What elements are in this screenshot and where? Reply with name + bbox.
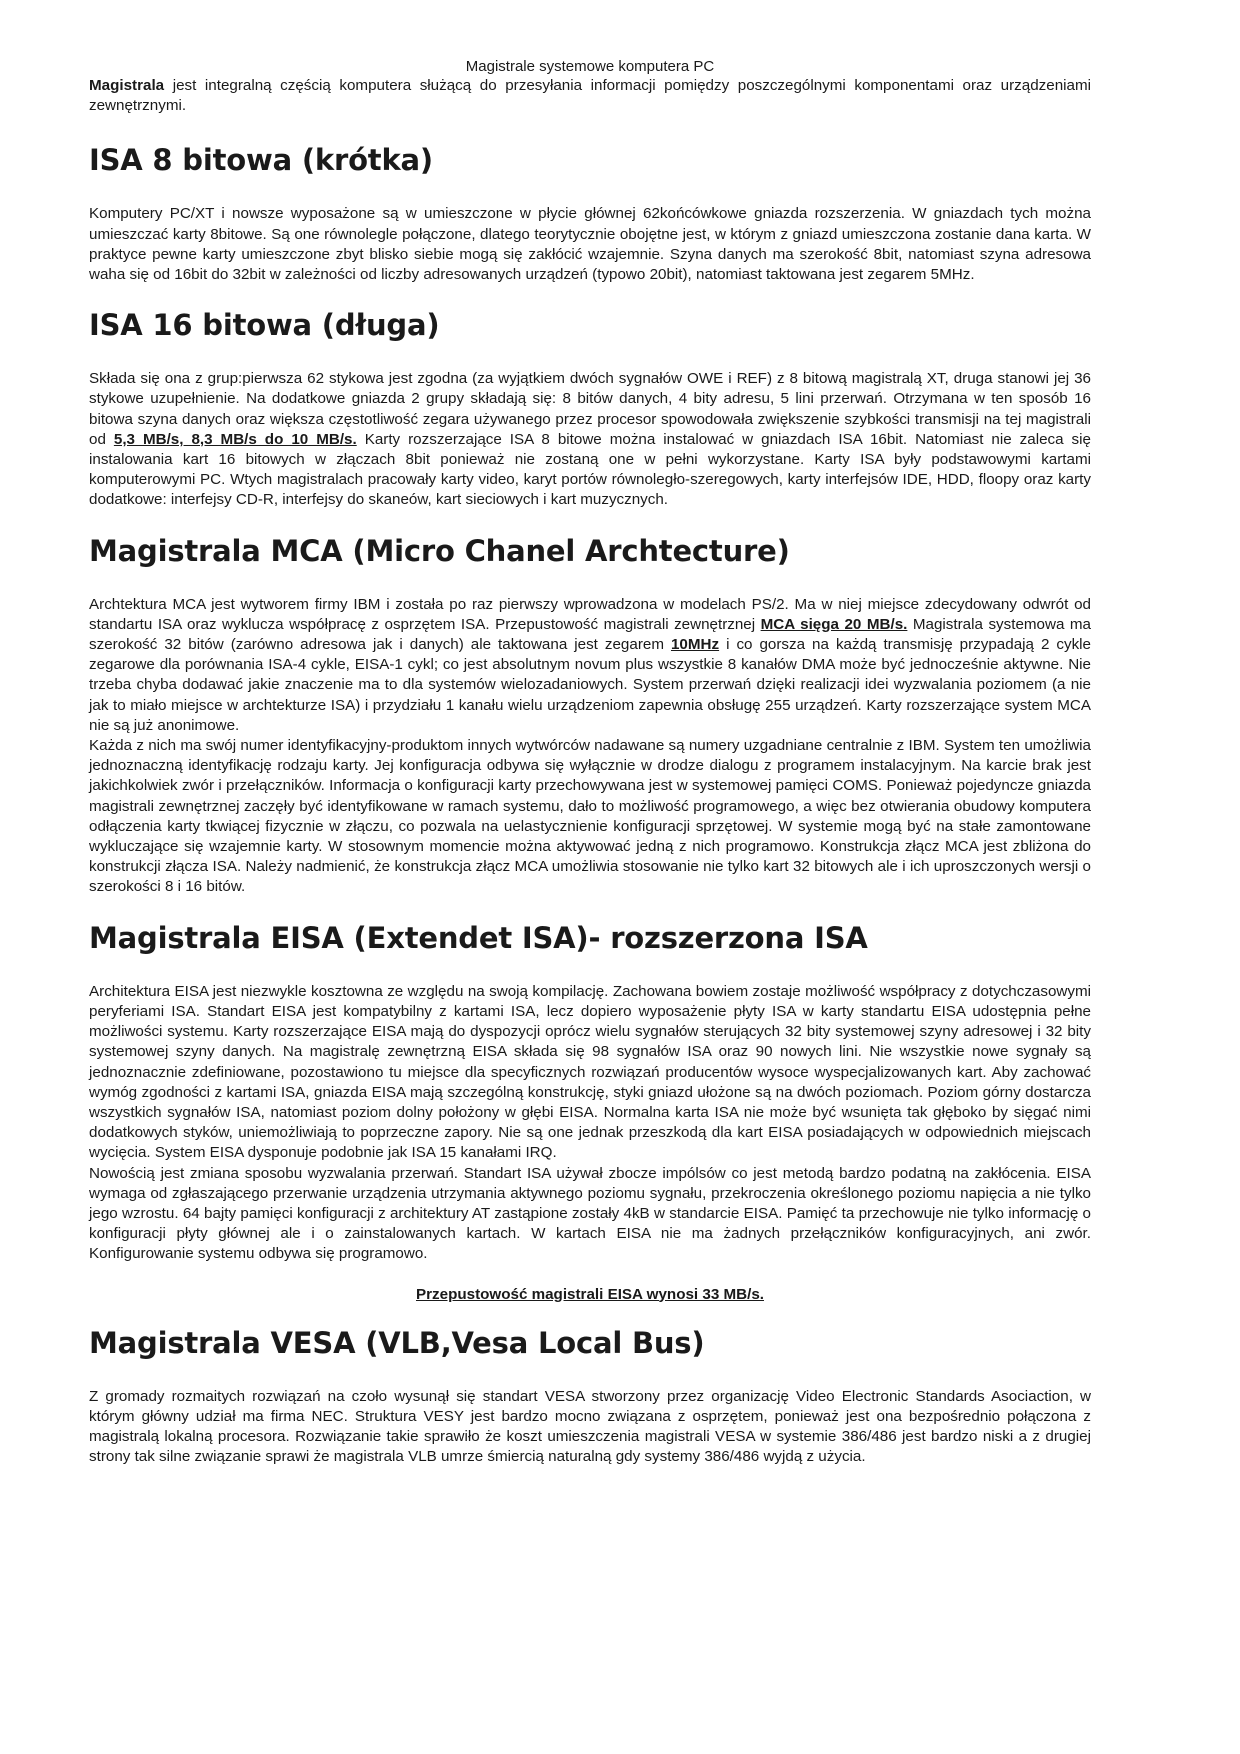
isa16-text-a: Składa się ona z grup:pierwsza 62 stykowa jest zgodna (za wyjątkiem dwóch sygnałów OWE i REF) z 8 bitową magistralą XT, druga stanowi jej 36 stykowe uzupełnienie. Na dodatkowe gniazda 2 grupy składają się: 8 bitów danych, 4 bity adresu, 5 lini przerwań. Otrzymana w ten sposób 16 bitowa szyna danych oraz większa częstotliwość zegara używanego przez procesor spowodowała zwiększenie szybkości transmisji na tej magistrali od [89,370,1091,448]
eisa-throughput-text: Przepustowość magistrali EISA wynosi 33 MB/s. [415,1285,764,1303]
intro-term: Magistrala [89,77,165,94]
eisa-paragraph-2: Nowością jest zmiana sposobu wyzwalania przerwań. Standart ISA używał zbocze impólsów co jest metodą bardzo podatną na zakłócenia. EISA wymaga od zgłaszającego przerwanie urządzenia utrzymania aktywnego poziomu sygnału, przekroczenia określonego poziomu napięcia a nie tylko jego wzrostu. 64 bajty pamięci konfiguracji z architektury AT zastąpione zostały 4kB w standarcie EISA. Pamięć ta przechowuje nie tylko informację o konfiguracji płyty głównej ale i o zainstalowanych kartach. W kartach EISA nie ma żadnych przełączników konfiguracyjnych, ani zwór. Konfigurowanie systemu odbywa się programowo. [89,1164,1091,1263]
isa8-paragraph: Komputery PC/XT i nowsze wyposażone są w umieszczone w płycie głównej 62końcówkowe gniazda rozszerzenia. W gniazdach tych można umieszczać karty 8bitowe. Są one równolegle połączone, dlatego teorytycznie obojętne jest, w którym z gniazd umieszczona zostanie dana karta. W praktyce pewne karty umieszczone zbyt blisko siebie mogą się zakłócić wzajemnie. Szyna danych ma szerokość 8bit, natomiast szyna adresowa waha się od 16bit do 32bit w zależności od liczby adresowanych urządzeń (typowo 20bit), natomiast taktowana jest zegarem 5MHz. [89,205,1091,284]
mca-paragraph-2: Każda z nich ma swój numer identyfikacyjny-produktom innych wytwórców nadawane są numery uzgadniane centralnie z IBM. System ten umożliwia jednoznaczną identyfikację rodzaju karty. Jej konfiguracja odbywa się wyłącznie w drodze dialogu z programem instalacyjnym. Na karcie brak jest jakichkolwiek zwór i przełączników. Informacja o konfiguracji karty przechowywana jest w systemowej pamięci COMS. Ponieważ pojedyncze gniazda magistrali zewnętrznej zaczęły być identyfikowane w ramach systemu, dało to możliwość programowego, a więc bez otwierania obudowy komputera odłączenia karty tkwiącej fizycznie w złączu, co pozwala na uelastycznienie konfiguracji sprzętowej. W systemie mogą być na stałe zamontowane wykluczające się wzajemnie karty. W stosownym momencie można aktywować jedną z nich programowo. Konstrukcja złącz MCA jest zbliżona do konstrukcji złącza ISA. Należy nadmienić, że konstrukcja złącz MCA umożliwia stosowanie nie tylko kart 32 bitowych ale i ich uproszczonych wersji o szerokości 8 i 16 bitów. [89,737,1091,896]
isa16-speed-highlight: 5,3 MB/s, 8,3 MB/s do 10 MB/s. [113,430,357,448]
mca-text-b: Magistrala systemowa ma szerokość 32 bitów (zarówno adresowa jak i danych) ale taktowana jest zegarem [89,615,1091,654]
vesa-paragraph: Z gromady rozmaitych rozwiązań na czoło wysunął się standart VESA stworzony przez organizację Video Electronic Standards Asociaction, w którym główny udział ma firma NEC. Struktura VESY jest bardzo mocno związana z osprzętem, ponieważ jest ona bezpośrednio połączona z magistralą lokalną procesora. Rozwiązanie takie sprawiło że koszt umieszczenia magistrali VESA w systemie 386/486 jest bardzo niski a z drugiej strony tak silne związanie sprawi że magistrala VLB umrze śmiercią naturalną gdy systemy 386/486 wyjdą z użycia. [89,1387,1091,1466]
intro-paragraph [89,76,1091,116]
isa16-text-b: Karty rozszerzające ISA 8 bitowe można instalować w gniazdach ISA 16bit. Natomiast nie zaleca się instalowania kart 16 bitowych w złączach 8bit ponieważ nie zostaną one w pełni wykorzystane. Karty ISA były podstawowymi kartami komputerowymi PC. Wtych magistralach pracowały karty video, karyt portów równoległo-szeregowych, karty interfejsów IDE, HDD, floopy oraz karty dodatkowe: interfejsy CD-R, interfejsy do skaneów, kart sieciowych i kart muzycznych. [89,430,1091,509]
heading-mca: Magistrala MCA (Micro Chanel Archtecture) [89,533,790,568]
heading-eisa: Magistrala EISA (Extendet ISA)- rozszerzona ISA [89,920,868,955]
intro-text: jest integralną częścią komputera służącą do przesyłania informacji pomiędzy poszczególnymi komponentami oraz urządzeniami zewnętrznymi. [89,77,1091,115]
eisa-paragraph-1: Architektura EISA jest niezwykle kosztowna ze względu na swoją kompilację. Zachowana bowiem zostaje możliwość współpracy z dotychczasowymi peryferiami ISA. Standart EISA jest kompatybilny z kartami ISA, lecz dopiero wyposażenie płyty ISA w karty standartu EISA udostępnia pełne możliwości systemu. Karty rozszerzające EISA mają do dyspozycji oprócz wielu sygnałów sterujących 32 bity systemowej szyny adresowej i 32 bity systemowej szyny danych. Na magistralę zewnętrzną EISA składa się 98 sygnałów ISA oraz 90 nowych lini. Nie wszystkie nowe sygnały są jednoznacznie zdefiniowane, pozostawiono tu miejsce dla specyficznych rozwiązań producentów wysoce wyspecjalizowanych kart. Aby zachować wymóg zgodności z kartami ISA, gniazda EISA mają szczególną konstrukcję, styki gniazd ułożone są na dwóch poziomach. Poziom górny dostarcza wszystkich sygnałów ISA, natomiast poziom dolny położony w głębi EISA. Normalna karta ISA nie może być wsunięta tak głęboko by sięgać nimi dodatkowych styków, uniemożliwiają to poprzeczne zapory. Nie są one jednak przeszkodą dla kart EISA posiadających w odpowiednich miejscach wycięcia. System EISA dysponuje podobnie jak ISA 15 kanałami IRQ. [89,982,1091,1162]
heading-isa8: ISA 8 bitowa (krótka) [89,143,433,178]
mca-text-c: i co gorsza na każdą transmisję przypadają 2 cykle zegarowe dla porównania ISA-4 cykle, EISA-1 cykl; co jest absolutnym novum plus wszystkie 8 kanałów DMA może być jednocześnie aktywne. Nie trzeba chyba dodawać jakie znaczenie ma to dla systemów wielozadaniowych. System przerwań dzięki realizacji idei wyzwalania poziomem (a nie jak to miało miejsce w archtekturze ISA) i przydziału 1 kanału wielu urządzeniom zapewnia obsługę 255 urządzeń. Karty rozszerzające system MCA nie są już anonimowe. [89,636,1091,734]
page-header: Magistrale systemowe komputera PC [465,58,715,75]
heading-isa16: ISA 16 bitowa (długa) [89,308,440,343]
eisa-throughput-note [89,1285,1091,1305]
mca-clock-highlight: 10MHz [670,636,720,654]
document-page [89,58,1091,1468]
mca-paragraph-1 [89,595,1091,736]
mca-speed-highlight: MCA sięga 20 MB/s. [760,615,908,633]
mca-text-a: Archtektura MCA jest wytworem firmy IBM i została po raz pierwszy wprowadzona w modelach PS/2. Ma w niej miejsce zdecydowany odwrót od standartu ISA oraz wyklucza współpracę z osprzętem ISA. Przepustowość magistrali zewnętrznej [89,595,1091,633]
isa16-paragraph [89,369,1091,510]
heading-vesa: Magistrala VESA (VLB,Vesa Local Bus) [89,1325,705,1360]
